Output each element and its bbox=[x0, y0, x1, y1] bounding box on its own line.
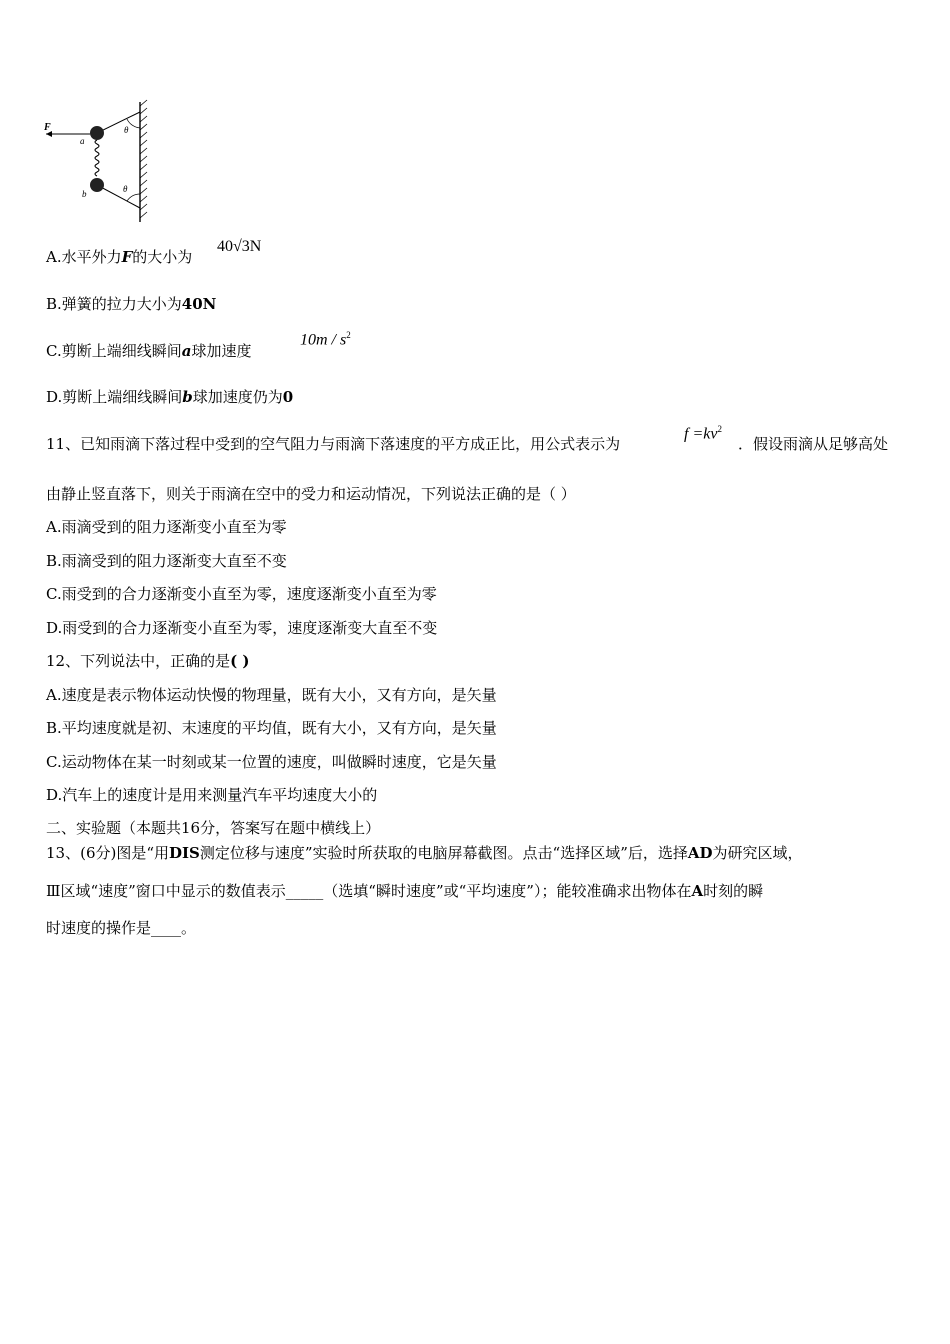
q13-line1: 13、(6分)图是“用DIS测定位移与速度”实验时所获取的电脑屏幕截图。点击“选择区域”后，选择AD为研究区域， bbox=[46, 844, 803, 862]
wall-hatching bbox=[140, 100, 147, 218]
q12-option-d: D.汽车上的速度计是用来测量汽车平均速度大小的 bbox=[46, 786, 378, 804]
q11-option-b: B.雨滴受到的阻力逐渐变大直至不变 bbox=[46, 552, 287, 570]
q11-option-c: C.雨受到的合力逐渐变小直至为零，速度逐渐变小直至为零 bbox=[46, 585, 437, 603]
physics-figure bbox=[40, 98, 160, 228]
q12-option-a: A.速度是表示物体运动快慢的物理量，既有大小，又有方向，是矢量 bbox=[46, 686, 497, 704]
q10-option-a-formula: 40√3N bbox=[217, 238, 262, 255]
label-theta-top: θ bbox=[124, 125, 129, 135]
label-theta-bottom: θ bbox=[123, 184, 128, 194]
q11-option-a: A.雨滴受到的阻力逐渐变小直至为零 bbox=[46, 518, 287, 536]
q13-line2: Ⅲ区域“速度”窗口中显示的数值表示_____（选填“瞬时速度”或“平均速度”）；能较准确求出物体在A时刻的瞬 bbox=[46, 882, 764, 900]
ball-a bbox=[90, 126, 104, 140]
q10-option-c: C.剪断上端细线瞬间a球加速度 bbox=[46, 342, 252, 360]
upper-string bbox=[97, 112, 140, 133]
q11-stem-line2: 由静止竖直落下，则关于雨滴在空中的受力和运动情况，下列说法正确的是（ ） bbox=[46, 485, 576, 503]
theta-arc-top bbox=[127, 119, 140, 128]
section2-title: 二、实验题（本题共16分，答案写在题中横线上） bbox=[46, 819, 381, 837]
label-a: a bbox=[80, 136, 85, 146]
q10-option-b: B.弹簧的拉力大小为40N bbox=[46, 295, 217, 313]
label-b: b bbox=[82, 189, 87, 199]
spring bbox=[95, 140, 99, 176]
q11-stem-line1: 11、已知雨滴下落过程中受到的空气阻力与雨滴下落速度的平方成正比，用公式表示为 bbox=[46, 435, 621, 453]
q11-formula: $f =kv^2$ bbox=[684, 424, 722, 443]
ball-b bbox=[90, 178, 104, 192]
q12-option-b: B.平均速度就是初、末速度的平均值，既有大小，又有方向，是矢量 bbox=[46, 719, 497, 737]
q10-option-a: A.水平外力F的大小为 bbox=[46, 248, 193, 266]
q12-option-c: C.运动物体在某一时刻或某一位置的速度，叫做瞬时速度，它是矢量 bbox=[46, 753, 497, 771]
q10-option-c-formula: $10m / s^2$ bbox=[300, 330, 351, 349]
label-F: F bbox=[44, 122, 51, 133]
q11-option-d: D.雨受到的合力逐渐变小直至为零，速度逐渐变大直至不变 bbox=[46, 619, 438, 637]
q11-stem-line1-end: ．假设雨滴从足够高处 bbox=[738, 435, 889, 453]
q10-option-d: D.剪断上端细线瞬间b球加速度仍为0 bbox=[46, 388, 294, 406]
q12-stem: 12、下列说法中，正确的是( ) bbox=[46, 652, 250, 670]
lower-string bbox=[97, 185, 140, 208]
theta-arc-bottom bbox=[127, 194, 140, 201]
q13-line3: 时速度的操作是____。 bbox=[46, 919, 197, 937]
